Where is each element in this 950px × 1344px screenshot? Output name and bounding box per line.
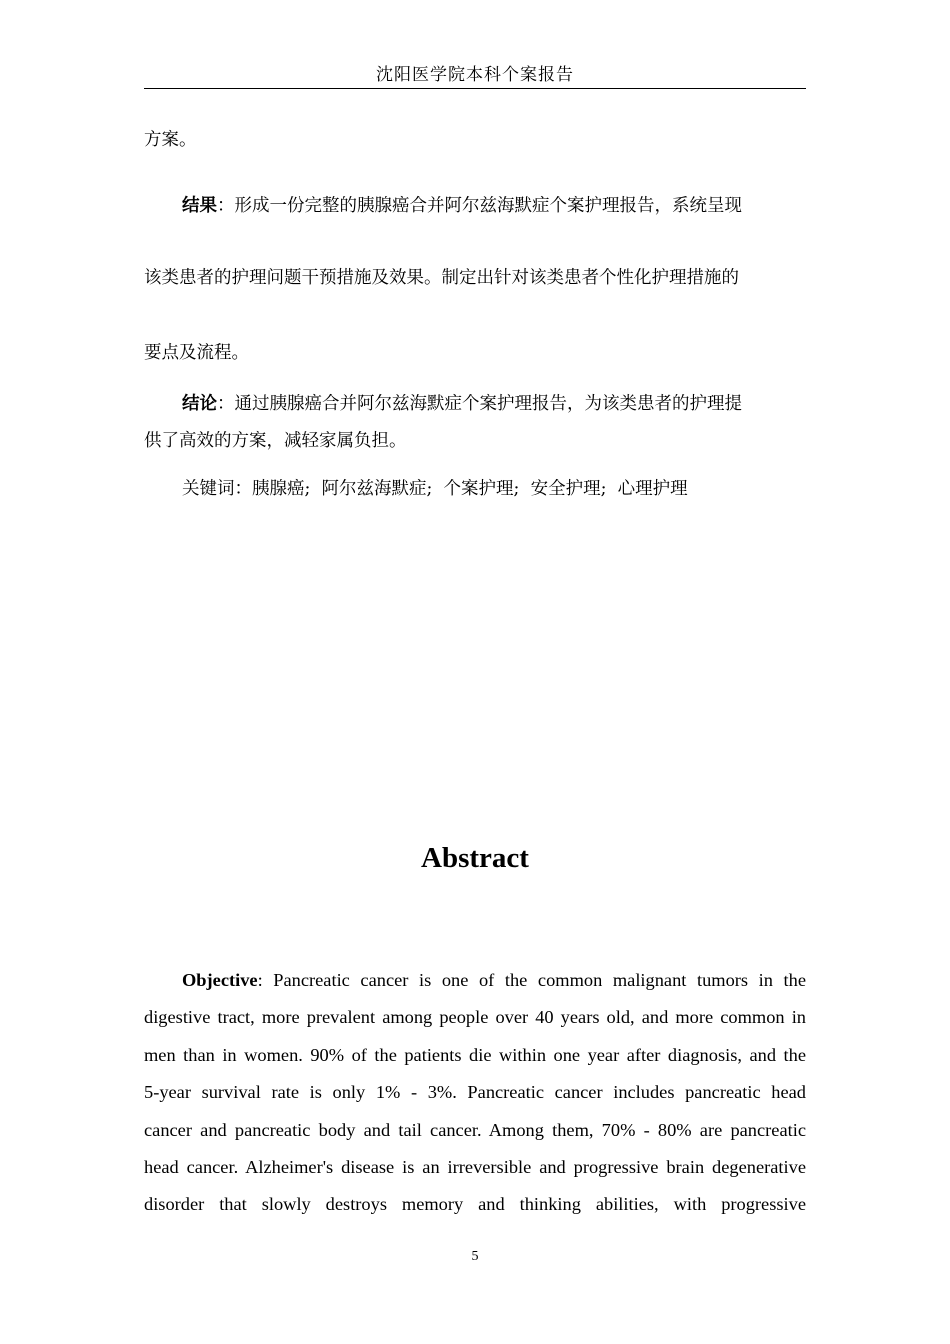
keywords-label: 关键词： <box>182 479 252 499</box>
abstract-line-7: disorder that slowly destroys memory and thinking abilities, with progressive <box>144 1194 806 1215</box>
abstract-row <box>144 1186 806 1223</box>
results-line-1 <box>182 194 806 218</box>
results-line-2: 该类患者的护理问题干预措施及效果。制定出针对该类患者个性化护理措施的 <box>144 268 739 288</box>
abstract-row <box>144 1149 806 1186</box>
keywords-text: 胰腺癌; 阿尔兹海默症; 个案护理; 安全护理; 心理护理 <box>252 479 688 499</box>
abstract-line-2: digestive tract, more prevalent among people over 40 years old, and more common in <box>144 1007 806 1028</box>
abstract-line-6: head cancer. Alzheimer's disease is an irreversible and progressive brain degenerative <box>144 1157 806 1178</box>
abstract-row <box>144 999 806 1036</box>
conclusion-separator: ： <box>217 394 235 414</box>
results-separator: ： <box>217 196 235 216</box>
abstract-line-3: men than in women. 90% of the patients die within one year after diagnosis, and the <box>144 1044 806 1065</box>
results-label: 结果 <box>182 196 217 216</box>
objective-label: Objective <box>182 970 258 990</box>
page-header: 沈阳医学院本科个案报告 <box>376 65 574 85</box>
abstract-row <box>144 1037 806 1074</box>
abstract-line-5: cancer and pancreatic body and tail cancer. Among them, 70% - 80% are pancreatic <box>144 1119 806 1140</box>
abstract-line-4: 5-year survival rate is only 1% - 3%. Pancreatic cancer includes pancreatic head <box>144 1082 806 1103</box>
conclusion-text-1: 通过胰腺癌合并阿尔兹海默症个案护理报告，为该类患者的护理提 <box>234 394 742 414</box>
abstract-row <box>144 1112 806 1149</box>
conclusion-line-2: 供了高效的方案，减轻家属负担。 <box>144 431 407 451</box>
results-text-1: 形成一份完整的胰腺癌合并阿尔兹海默症个案护理报告，系统呈现 <box>234 196 742 216</box>
abstract-objective-paragraph <box>144 962 806 1224</box>
keywords-line <box>182 477 806 501</box>
conclusion-label: 结论 <box>182 394 217 414</box>
header-rule <box>144 88 806 89</box>
abstract-line-1: : Pancreatic cancer is one of the common malignant tumors in the <box>257 970 806 990</box>
page-number: 5 <box>471 1249 479 1264</box>
abstract-heading: Abstract <box>421 842 529 874</box>
abstract-row <box>144 1074 806 1111</box>
conclusion-line-1 <box>182 392 806 416</box>
method-tail-line: 方案。 <box>144 130 197 150</box>
results-line-3: 要点及流程。 <box>144 343 249 363</box>
abstract-row <box>144 962 806 999</box>
